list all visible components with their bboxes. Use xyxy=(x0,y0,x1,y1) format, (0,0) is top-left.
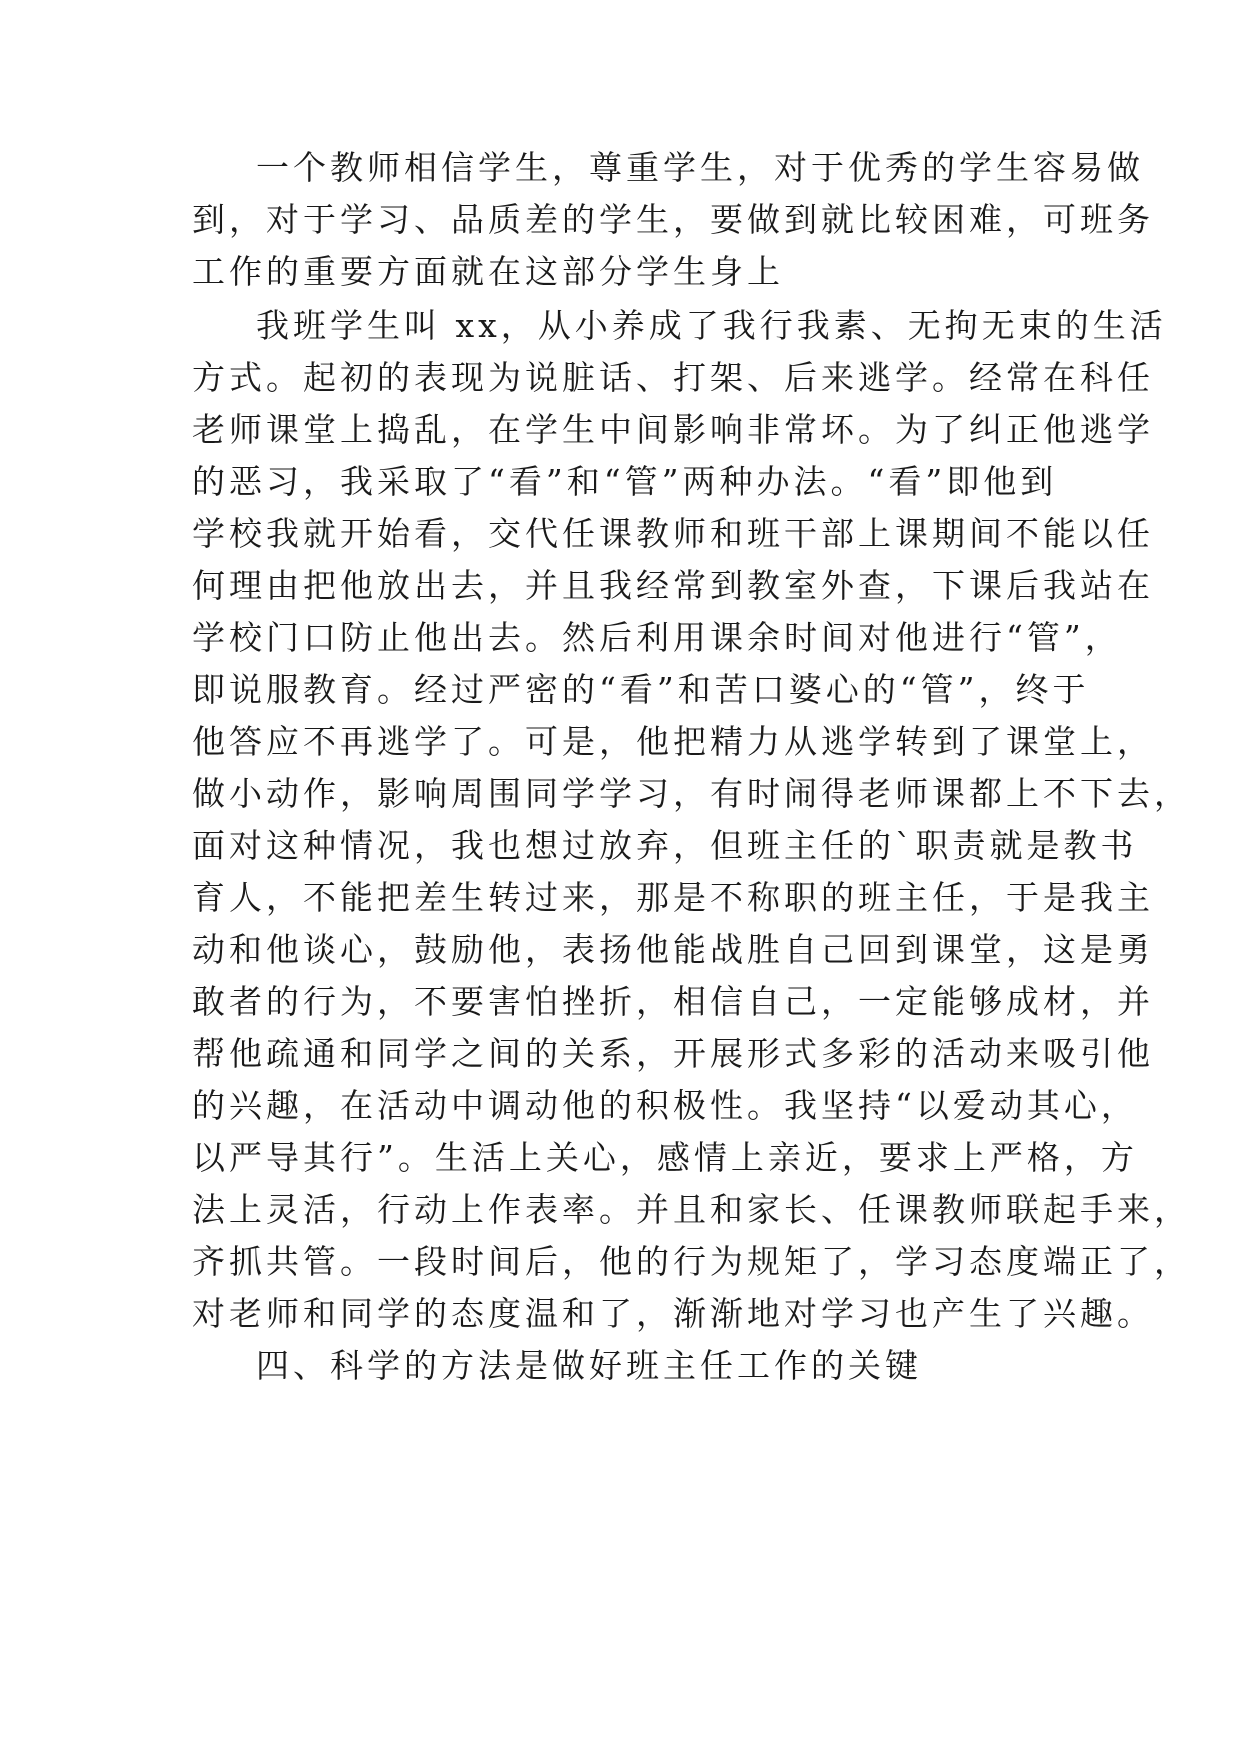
paragraph-2-line-4: 的恶习，我采取了“看”和“管”两种办法。“看”即他到 xyxy=(192,462,1058,501)
paragraph-2-line-15: 帮他疏通和同学之间的关系，开展形式多彩的活动来吸引他 xyxy=(192,1034,1154,1073)
paragraph-2-line-13: 动和他谈心，鼓励他，表扬他能战胜自己回到课堂，这是勇 xyxy=(192,930,1154,969)
paragraph-2-line-12: 育人，不能把差生转过来，那是不称职的班主任，于是我主 xyxy=(192,878,1154,917)
paragraph-2-line-9: 他答应不再逃学了。可是，他把精力从逃学转到了课堂上， xyxy=(192,722,1154,761)
paragraph-2-line-5: 学校我就开始看，交代任课教师和班干部上课期间不能以任 xyxy=(192,514,1154,553)
paragraph-2-line-10: 做小动作，影响周围同学学习，有时闹得老师课都上不下去， xyxy=(192,774,1191,813)
paragraph-2-line-3: 老师课堂上捣乱，在学生中间影响非常坏。为了纠正他逃学 xyxy=(192,410,1154,449)
paragraph-2-line-18: 法上灵活，行动上作表率。并且和家长、任课教师联起手来， xyxy=(192,1190,1191,1229)
paragraph-2-line-6: 何理由把他放出去，并且我经常到教室外查，下课后我站在 xyxy=(192,566,1154,605)
paragraph-2-line-17: 以严导其行”。生活上关心，感情上亲近，要求上严格，方 xyxy=(192,1138,1138,1177)
paragraph-2-line-1: 我班学生叫 xx，从小养成了我行我素、无拘无束的生活 xyxy=(256,306,1167,345)
paragraph-2-line-8: 即说服教育。经过严密的“看”和苦口婆心的“管”，终于 xyxy=(192,670,1090,709)
paragraph-2-line-7: 学校门口防止他出去。然后利用课余时间对他进行“管”， xyxy=(192,618,1122,657)
paragraph-2-line-11: 面对这种情况，我也想过放弃，但班主任的`职责就是教书 xyxy=(192,826,1138,865)
section-heading: 四、科学的方法是做好班主任工作的关键 xyxy=(256,1346,922,1385)
paragraph-2-line-16: 的兴趣，在活动中调动他的积极性。我坚持“以爱动其心， xyxy=(192,1086,1138,1125)
paragraph-2-line-2: 方式。起初的表现为说脏话、打架、后来逃学。经常在科任 xyxy=(192,358,1154,397)
paragraph-1-line-2: 到，对于学习、品质差的学生，要做到就比较困难，可班务 xyxy=(192,200,1154,239)
paragraph-1-line-3: 工作的重要方面就在这部分学生身上 xyxy=(192,252,784,291)
paragraph-1-line-1: 一个教师相信学生，尊重学生，对于优秀的学生容易做 xyxy=(256,148,1144,187)
paragraph-2-line-14: 敢者的行为，不要害怕挫折，相信自己，一定能够成材，并 xyxy=(192,982,1154,1021)
paragraph-2-line-20: 对老师和同学的态度温和了，渐渐地对学习也产生了兴趣。 xyxy=(192,1294,1154,1333)
paragraph-2-line-19: 齐抓共管。一段时间后，他的行为规矩了，学习态度端正了， xyxy=(192,1242,1191,1281)
